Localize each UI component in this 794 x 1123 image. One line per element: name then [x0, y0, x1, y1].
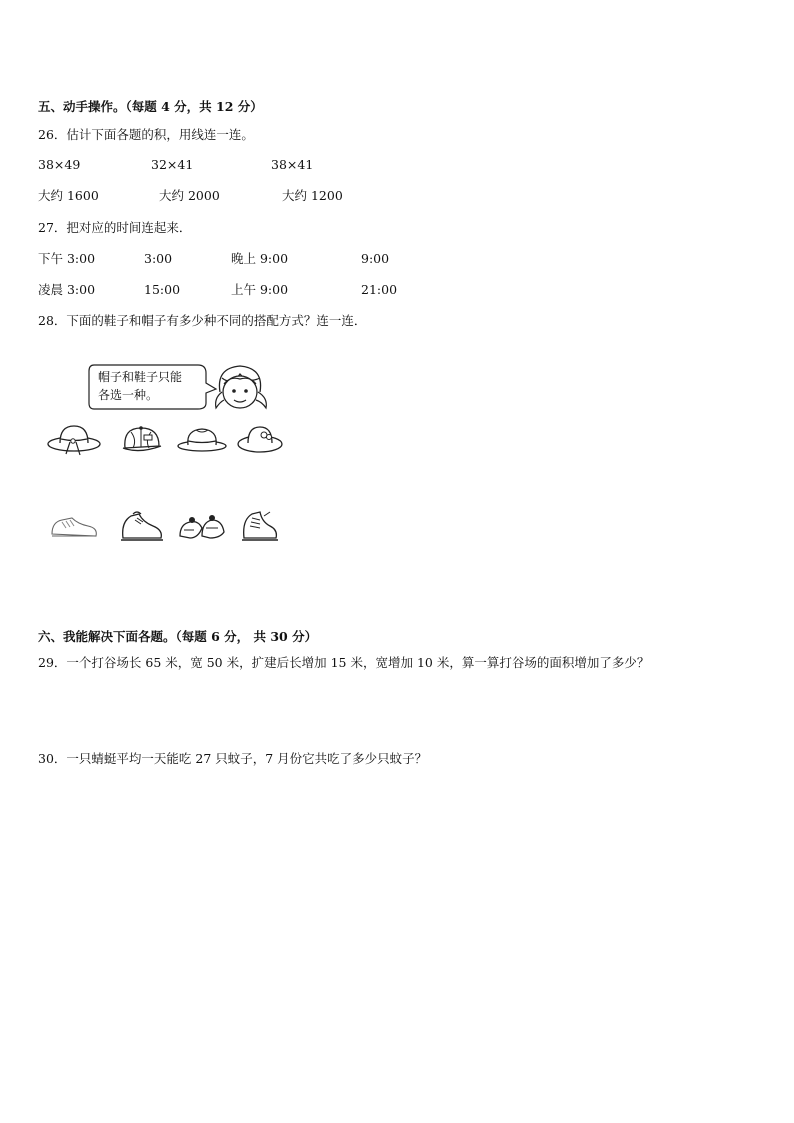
q27-row2-time-3: 上午 9:00	[231, 282, 289, 297]
q26-estimate-1: 大约 1600	[38, 188, 99, 203]
q29-text: 29．一个打谷场长 65 米，宽 50 米，扩建后长增加 15 米，宽增加 10 米，算一算打谷场的面积增加了多少？	[38, 655, 650, 670]
q27-row2-time-4: 21:00	[361, 282, 398, 297]
girl-icon	[210, 362, 272, 414]
q27-row1-time-2: 3:00	[144, 251, 173, 266]
baby-shoe-icon	[176, 508, 228, 544]
q27-row2-time-1: 凌晨 3:00	[38, 282, 96, 297]
q27-row2-time-2: 15:00	[144, 282, 181, 297]
sneaker-icon	[48, 512, 100, 542]
q26-product-2: 32×41	[151, 157, 194, 172]
cap-icon	[119, 422, 165, 458]
q26-prompt: 26．估计下面各题的积，用线连一连。	[38, 127, 254, 142]
section-5-heading: 五、动手操作。（每题 4 分，共 12 分）	[38, 99, 263, 114]
hat-bow-icon	[46, 422, 102, 458]
bubble-line-2: 各选一种。	[98, 388, 159, 402]
q26-product-3: 38×41	[271, 157, 314, 172]
q27-row1-time-4: 9:00	[361, 251, 390, 266]
q27-row1-time-1: 下午 3:00	[38, 251, 96, 266]
q27-row1-time-3: 晚上 9:00	[231, 251, 289, 266]
q26-estimate-2: 大约 2000	[159, 188, 220, 203]
high-top-icon	[236, 508, 280, 544]
flower-hat-icon	[236, 422, 284, 456]
bubble-line-1: 帽子和鞋子只能	[98, 370, 183, 384]
fedora-icon	[176, 424, 228, 454]
q26-product-1: 38×49	[38, 157, 81, 172]
section-6-heading: 六、我能解决下面各题。（每题 6 分， 共 30 分）	[38, 629, 318, 644]
q28-prompt: 28．下面的鞋子和帽子有多少种不同的搭配方式？连一连．	[38, 313, 367, 328]
boot-icon	[117, 508, 165, 544]
q27-prompt: 27．把对应的时间连起来．	[38, 220, 192, 235]
speech-bubble	[88, 363, 218, 411]
q26-estimate-3: 大约 1200	[282, 188, 343, 203]
q30-text: 30．一只蜻蜓平均一天能吃 27 只蚊子，7 月份它共吃了多少只蚊子？	[38, 751, 428, 766]
